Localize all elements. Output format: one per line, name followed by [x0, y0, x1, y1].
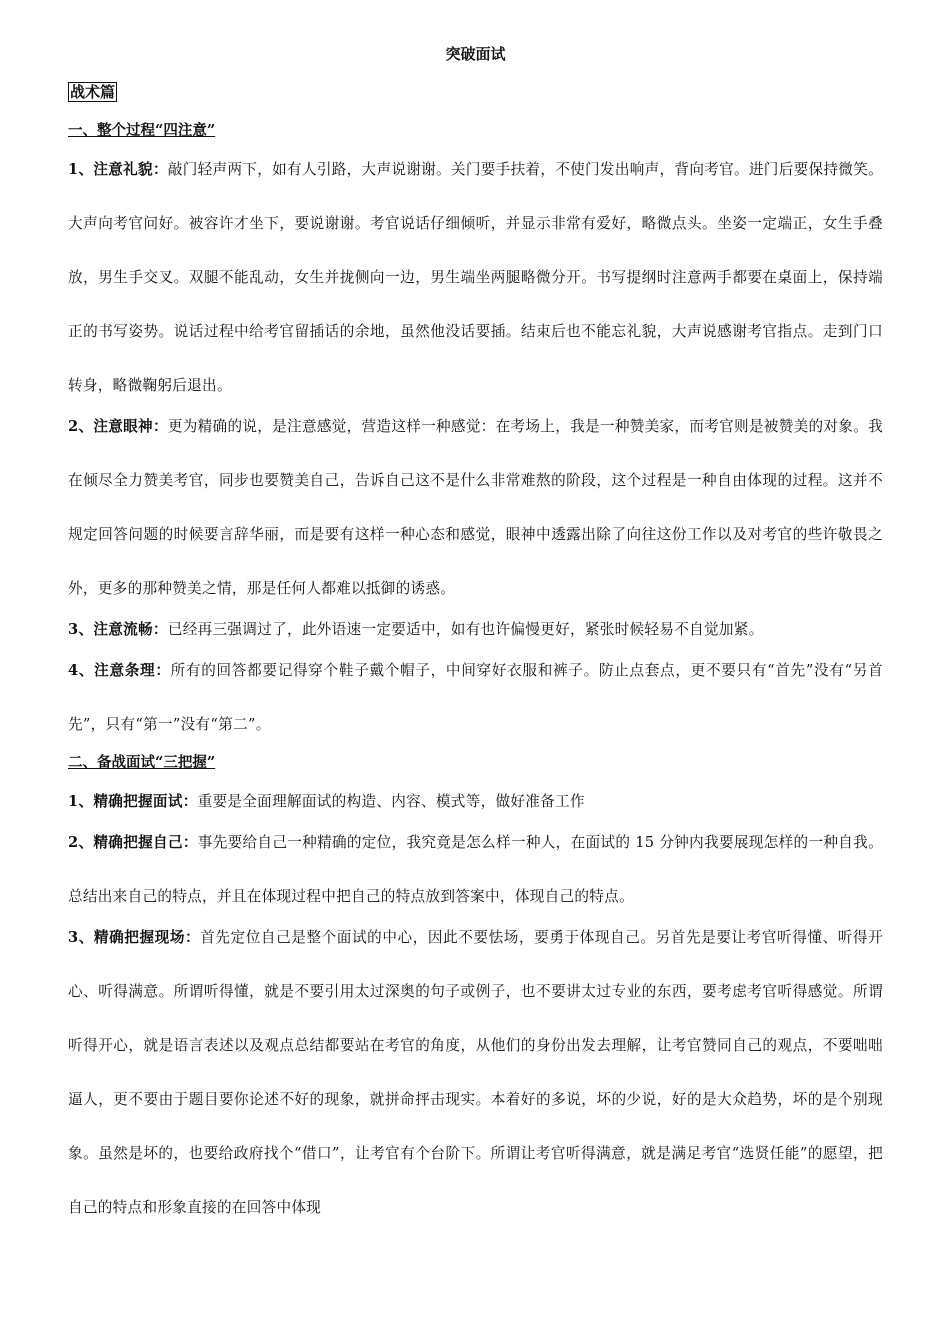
- part-heading: 战术篇: [70, 83, 116, 101]
- paragraph-grasp-self: [68, 816, 883, 924]
- paragraph-organization: [68, 644, 883, 752]
- section-heading-1: 一、整个过程“四注意”: [68, 122, 216, 139]
- section-four-attentions: [68, 120, 883, 752]
- paragraph-text: 更为精确的说，是注意感觉，营造这样一种感觉：在考场上，我是一种赞美家，而考官则是被赞美的对象。我在倾尽全力赞美考官，同步也要赞美自己，告诉自己这不是什么非常难熬的阶段，这个过程是一种自由体现的过程。这并不规定回答问题的时候要言辞华丽，而是要有这样一种心态和感觉，眼神中透露出除了向往这份工作以及对考官的些许敬畏之外，更多的那种赞美之情，那是任何人都难以抵御的诱惑。: [68, 418, 883, 597]
- section-three-grasps: [68, 752, 883, 1235]
- paragraph-grasp-scene: [68, 911, 883, 1235]
- paragraph-lead: 1、注意礼貌：: [68, 161, 168, 178]
- paragraph-lead: 3、注意流畅：: [68, 621, 168, 638]
- paragraph-eye-contact: [68, 400, 883, 616]
- paragraph-lead: 4、注意条理：: [68, 662, 171, 679]
- paragraph-lead: 2、精确把握自己：: [68, 834, 198, 851]
- paragraph-text: 事先要给自己一种精确的定位，我究竟是怎么样一种人，在面试的 15 分钟内我要展现怎样的一种自我。总结出来自己的特点，并且在体现过程中把自己的特点放到答案中，体现自己的特点。: [68, 834, 883, 905]
- paragraph-text: 已经再三强调过了，此外语速一定要适中，如有也许偏慢更好，紧张时候轻易不自觉加紧。: [167, 621, 764, 638]
- document-title: 突破面试: [445, 45, 506, 63]
- paragraph-text: 所有的回答都要记得穿个鞋子戴个帽子，中间穿好衣服和裤子。防止点套点，更不要只有“首先”没有“另首先”，只有“第一”没有“第二”。: [68, 662, 883, 733]
- section-heading-2: 二、备战面试“三把握”: [68, 754, 216, 771]
- paragraph-lead: 2、注意眼神：: [68, 418, 168, 435]
- paragraph-lead: 1、精确把握面试：: [68, 793, 198, 810]
- document-page: [68, 40, 883, 1233]
- paragraph-text: 首先定位自己是整个面试的中心，因此不要怯场，要勇于体现自己。另首先是要让考官听得懂、听得开心、听得满意。所谓听得懂，就是不要引用太过深奥的句子或例子，也不要讲太过专业的东西，要考虑考官听得感觉。所谓听得开心，就是语言表述以及观点总结都要站在考官的角度，从他们的身份出发去理解，让考官赞同自己的观点，不要咄咄逼人，更不要由于题目要你论述不好的现象，就拼命抨击现实。本着好的多说，坏的少说，好的是大众趋势，坏的是个别现象。虽然是坏的，也要给政府找个“借口”，让考官有个台阶下。所谓让考官听得满意，就是满足考官“选贤任能”的愿望，把自己的特点和形象直接的在回答中体现: [68, 929, 883, 1216]
- paragraph-text: 敲门轻声两下，如有人引路，大声说谢谢。关门要手扶着，不使门发出响声，背向考官。进门后要保持微笑。大声向考官问好。被容许才坐下，要说谢谢。考官说话仔细倾听，并显示非常有爱好，略微点头。坐姿一定端正，女生手叠放，男生手交叉。双腿不能乱动，女生并拢侧向一边，男生端坐两腿略微分开。书写提纲时注意两手都要在桌面上，保持端正的书写姿势。说话过程中给考官留插话的余地，虽然他没话要插。结束后也不能忘礼貌，大声说感谢考官指点。走到门口转身，略微鞠躬后退出。: [68, 161, 883, 394]
- paragraph-text: 重要是全面理解面试的构造、内容、模式等，做好准备工作: [197, 793, 585, 810]
- paragraph-lead: 3、精确把握现场：: [68, 929, 201, 946]
- paragraph-politeness: [68, 143, 883, 413]
